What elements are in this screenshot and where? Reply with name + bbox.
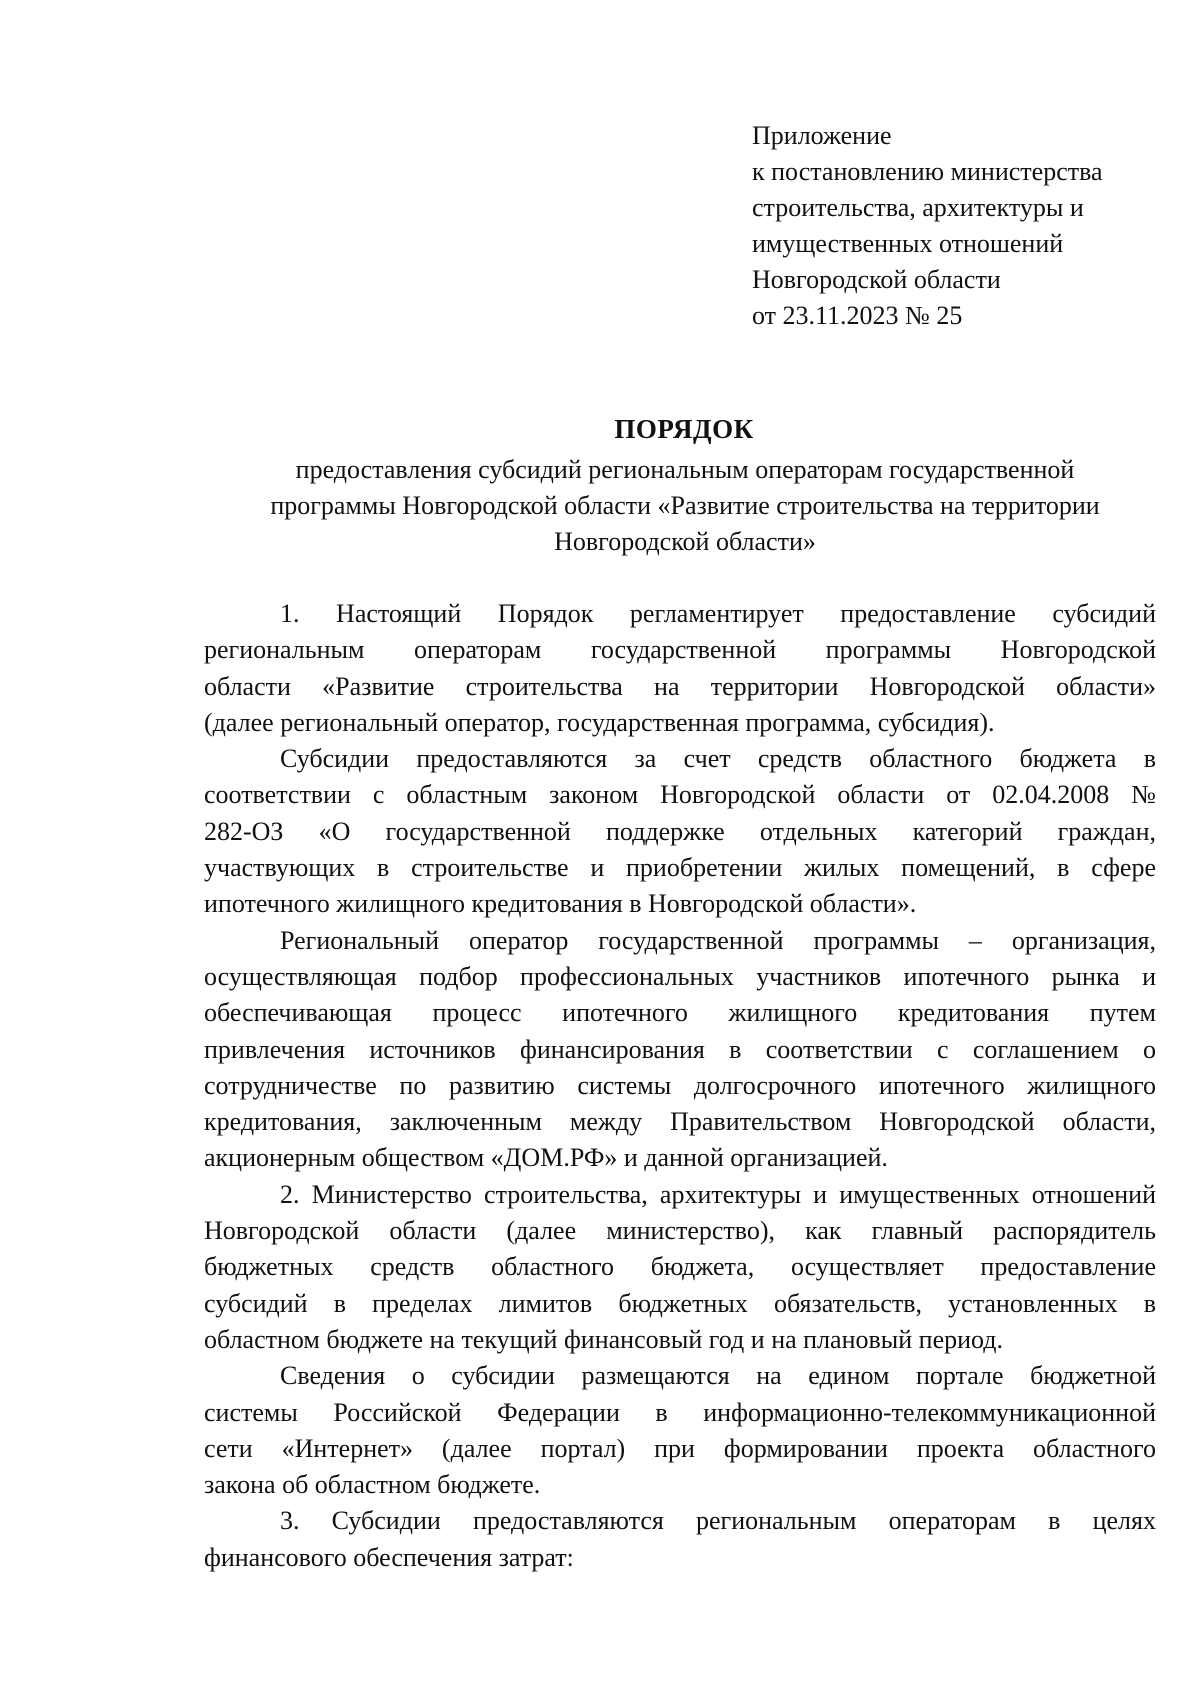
paragraph-line: 282-ОЗ «О государственной поддержке отдельных категорий граждан, <box>204 816 1156 846</box>
subtitle-line: предоставления субсидий региональным операторам государственной <box>295 455 1075 484</box>
appendix-line: Новгородской области <box>752 265 1001 294</box>
paragraph-line: Субсидии предоставляются за счет средств областного бюджета в <box>280 744 1156 774</box>
paragraph-line: субсидий в пределах лимитов бюджетных обязательств, установленных в <box>204 1288 1156 1318</box>
paragraph <box>204 1358 1156 1503</box>
paragraph <box>204 1177 1156 1358</box>
paragraph-line: сотрудничестве по развитию системы долгосрочного ипотечного жилищного <box>204 1070 1156 1100</box>
paragraph-line: финансового обеспечения затрат: <box>204 1542 574 1572</box>
paragraph-line: областном бюджете на текущий финансовый год и на плановый период. <box>204 1324 1004 1354</box>
appendix-line: к постановлению министерства <box>752 157 1103 186</box>
paragraph-line: привлечения источников финансирования в соответствии с соглашением о <box>204 1034 1156 1064</box>
paragraph <box>204 741 1156 922</box>
appendix-line: Приложение <box>752 121 892 150</box>
paragraph-line: (далее региональный оператор, государственная программа, субсидия). <box>204 707 995 737</box>
paragraph-line: бюджетных средств областного бюджета, осуществляет предоставление <box>204 1252 1156 1282</box>
paragraph-line: 1. Настоящий Порядок регламентирует предоставление субсидий <box>280 599 1156 628</box>
subtitle-line: программы Новгородской области «Развитие строительства на территории <box>270 491 1100 520</box>
appendix-line: имущественных отношений <box>752 229 1064 258</box>
document-body <box>204 596 1156 1576</box>
paragraph-line: кредитования, заключенным между Правительством Новгородской области, <box>204 1107 1156 1137</box>
paragraph-line: обеспечивающая процесс ипотечного жилищного кредитования путем <box>204 998 1156 1028</box>
paragraph-line: Региональный оператор государственной программы – организация, <box>280 925 1156 955</box>
paragraph <box>204 1503 1156 1576</box>
appendix-block <box>752 118 1152 334</box>
document-subtitle <box>205 452 1165 560</box>
paragraph-line: осуществляющая подбор профессиональных участников ипотечного рынка и <box>204 961 1156 991</box>
paragraph-line: области «Развитие строительства на территории Новгородской области» <box>204 671 1156 701</box>
paragraph-line: 2. Министерство строительства, архитектуры и имущественных отношений <box>280 1179 1156 1209</box>
paragraph-line: Сведения о субсидии размещаются на едином портале бюджетной <box>280 1361 1156 1391</box>
paragraph-line: 3. Субсидии предоставляются региональным операторам в целях <box>280 1506 1156 1536</box>
paragraph <box>204 596 1156 741</box>
paragraph-line: участвующих в строительстве и приобретении жилых помещений, в сфере <box>204 853 1156 883</box>
paragraph-line: Новгородской области (далее министерство), как главный распорядитель <box>204 1216 1156 1246</box>
appendix-line: строительства, архитектуры и <box>752 193 1084 222</box>
paragraph-line: соответствии с областным законом Новгородской области от 02.04.2008 № <box>204 780 1156 810</box>
paragraph-line: ипотечного жилищного кредитования в Новгородской области». <box>204 889 917 919</box>
paragraph <box>204 923 1156 1177</box>
paragraph-line: закона об областном бюджете. <box>204 1470 541 1500</box>
paragraph-line: акционерным обществом «ДОМ.РФ» и данной организацией. <box>204 1143 888 1173</box>
paragraph-line: региональным операторам государственной программы Новгородской <box>204 635 1156 665</box>
subtitle-line: Новгородской области» <box>554 527 816 556</box>
document-title: ПОРЯДОК <box>614 414 754 444</box>
paragraph-line: системы Российской Федерации в информационно-телекоммуникационной <box>204 1397 1156 1427</box>
appendix-date-line: от 23.11.2023 № 25 <box>752 301 963 330</box>
paragraph-line: сети «Интернет» (далее портал) при формировании проекта областного <box>204 1433 1156 1463</box>
